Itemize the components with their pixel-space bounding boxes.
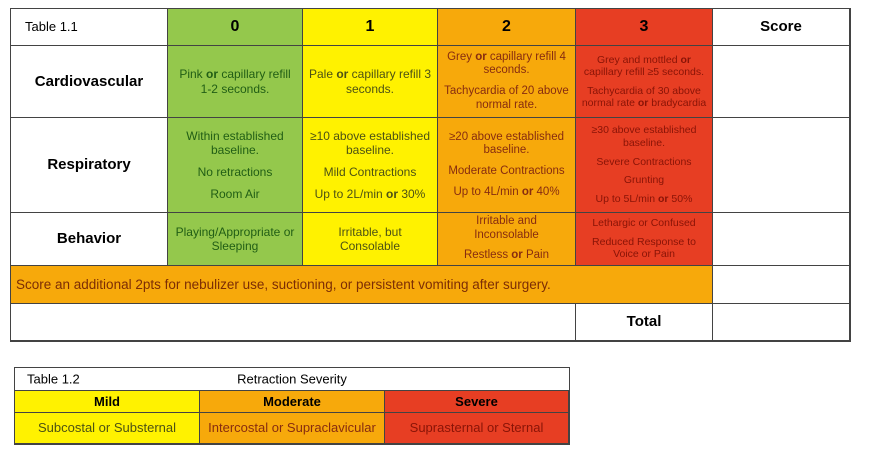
note-row-score-cell — [713, 266, 850, 304]
additional-points-note: Score an additional 2pts for nebulizer use, suctioning, or persistent vomiting after surgery. — [11, 266, 713, 304]
severity-value-mild: Subcostal or Substernal — [15, 413, 200, 444]
cardiovascular-score0-cell: Pink or capillary refill 1-2 seconds. — [168, 46, 303, 118]
behavior-score0-cell: Playing/Appropriate or Sleeping — [168, 213, 303, 266]
behavior-score1-cell: Irritable, but Consolable — [303, 213, 438, 266]
severity-header-mild: Mild — [15, 391, 200, 413]
severity-value-moderate: Intercostal or Supraclavicular — [200, 413, 385, 444]
respiratory-score2-cell: ≥20 above established baseline. Moderate Contractions Up to 4L/min or 40% — [438, 118, 576, 213]
row-label-cardiovascular: Cardiovascular — [11, 46, 168, 118]
respiratory-score1-cell: ≥10 above established baseline. Mild Contractions Up to 2L/min or 30% — [303, 118, 438, 213]
column-header-3: 3 — [576, 9, 713, 46]
row-label-behavior: Behavior — [11, 213, 168, 266]
score-cell-behavior — [713, 213, 850, 266]
score-column-header: Score — [713, 9, 850, 46]
total-label: Total — [576, 304, 713, 341]
row-label-respiratory: Respiratory — [11, 118, 168, 213]
severity-header-moderate: Moderate — [200, 391, 385, 413]
retraction-severity-table — [14, 367, 570, 445]
cardiovascular-score1-cell: Pale or capillary refill 3 seconds. — [303, 46, 438, 118]
column-header-0: 0 — [168, 9, 303, 46]
total-row-spacer — [11, 304, 576, 341]
severity-value-severe: Suprasternal or Sternal — [385, 413, 569, 444]
score-cell-cardiovascular — [713, 46, 850, 118]
behavior-score2-cell: Irritable and Inconsolable Restless or Pain — [438, 213, 576, 266]
column-header-2: 2 — [438, 9, 576, 46]
table2-title: Retraction Severity — [237, 371, 347, 387]
table1-caption: Table 1.1 — [11, 9, 168, 46]
respiratory-score0-cell: Within established baseline. No retractions Room Air — [168, 118, 303, 213]
table2-caption: Table 1.2 — [27, 371, 80, 387]
cardiovascular-score3-cell: Grey and mottled or capillary refill ≥5 seconds. Tachycardia of 30 above normal rate or bradycardia — [576, 46, 713, 118]
cardiovascular-score2-cell: Grey or capillary refill 4 seconds. Tachycardia of 20 above normal rate. — [438, 46, 576, 118]
respiratory-score3-cell: ≥30 above established baseline. Severe Contractions Grunting Up to 5L/min or 50% — [576, 118, 713, 213]
score-cell-respiratory — [713, 118, 850, 213]
scoring-table — [10, 8, 851, 342]
behavior-score3-cell: Lethargic or Confused Reduced Response to Voice or Pain — [576, 213, 713, 266]
total-score-cell — [713, 304, 850, 341]
column-header-1: 1 — [303, 9, 438, 46]
table2-header-row — [15, 368, 569, 391]
severity-header-severe: Severe — [385, 391, 569, 413]
